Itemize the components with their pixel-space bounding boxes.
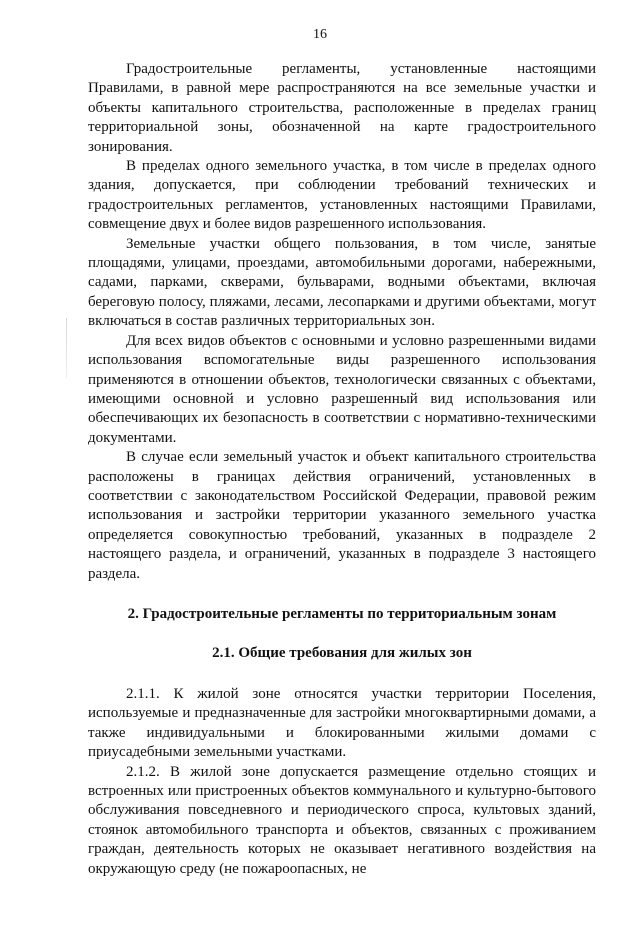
paragraph-auxiliary-use: Для всех видов объектов с основными и условно разрешенными видами использования вспомогательные виды разрешенного использования применяются в отношении объектов, технологически связанных с объектами, имеющими основной и условно разрешенный вид использования или обеспечивающих их безопасность в соответствии с нормативно-техническими документами. xyxy=(88,332,596,446)
paragraph-public-land: Земельные участки общего пользования, в том числе, занятые площадями, улицами, проездами, автомобильными дорогами, набережными, садами, парками, скверами, бульварами, водными объектами, включая береговую полосу, пляжами, лесами, лесопарками и другими объектами, могут включаться в состав различных территориальных зон. xyxy=(88,235,596,330)
page-number: 16 xyxy=(313,27,327,42)
subsection-heading: 2.1. Общие требования для жилых зон xyxy=(212,644,472,661)
document-body xyxy=(88,60,596,879)
paragraph-restrictions: В случае если земельный участок и объект капитального строительства расположены в границах действия ограничений, установленных в соответствии с законодательством Российской Федерации, правовой режим использования и застройки территории указанного земельного участка определяется совокупностью требований, указанных в подразделе 2 настоящего раздела, и ограничений, указанных в подразделе 3 настоящего раздела. xyxy=(88,449,596,582)
paragraph-2-1-1: 2.1.1. К жилой зоне относятся участки территории Поселения, используемые и предназначенные для застройки многоквартирными домами, а также индивидуальными и блокированными жилыми домами с приусадебными земельными участками. xyxy=(88,685,596,761)
section-heading: 2. Градостроительные регламенты по территориальным зонам xyxy=(127,605,557,622)
paragraph-2-1-2: 2.1.2. В жилой зоне допускается размещение отдельно стоящих и встроенных или пристроенных объектов коммунального и культурно-бытового обслуживания повседневного и периодического спроса, культовых зданий, стоянок автомобильного транспорта и объектов, связанных с проживанием граждан, деятельность которых не оказывает негативного воздействия на окружающую среду (не пожароопасных, не xyxy=(88,763,596,877)
paragraph-combined-use: В пределах одного земельного участка, в том числе в пределах одного здания, допускается, при соблюдении требований технических и градостроительных регламентов, установленных настоящими Правилами, совмещение двух и более видов разрешенного использования. xyxy=(88,158,596,233)
scan-margin-mark xyxy=(66,318,67,378)
paragraph-regulations-scope: Градостроительные регламенты, установленные настоящими Правилами, в равной мере распространяются на все земельные участки и объекты капитального строительства, расположенные в пределах границ территориальной зоны, обозначенной на карте градостроительного зонирования. xyxy=(88,61,596,155)
